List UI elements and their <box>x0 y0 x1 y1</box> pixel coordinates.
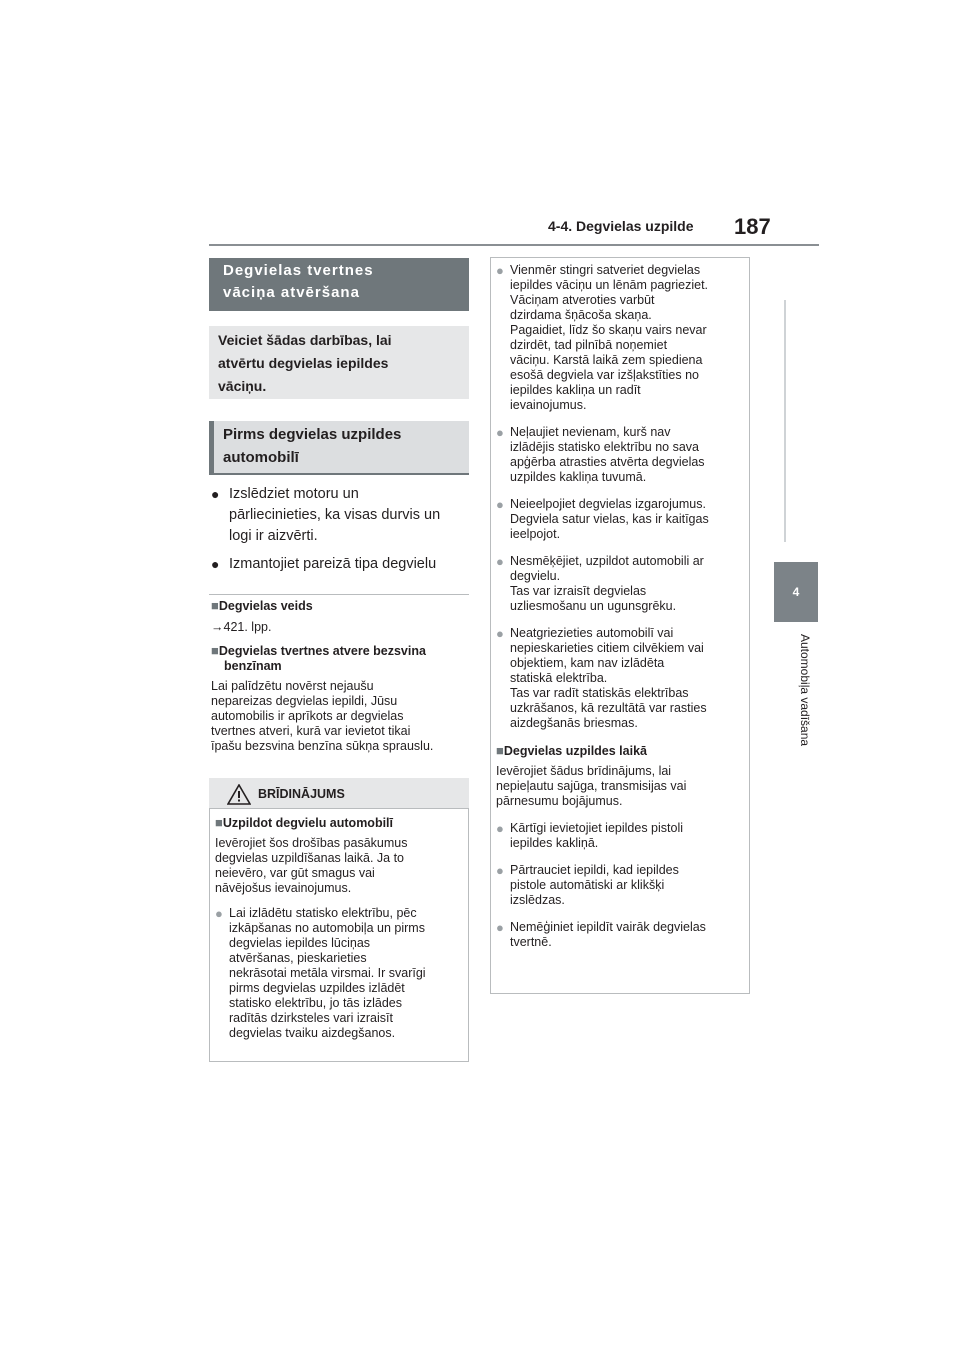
square-bullet-icon: ■ <box>211 643 219 658</box>
main-heading: Degvielas tvertnes vāciņa atvēršana <box>209 258 469 311</box>
page-reference: →421. lpp. <box>211 620 272 634</box>
side-rule <box>784 300 786 542</box>
square-bullet-icon: ■ <box>215 815 223 830</box>
warning-title: BRĪDINĀJUMS <box>258 787 345 801</box>
list-item: ● Nemēģiniet iepildīt vairāk degvielas tvertnē. <box>496 920 706 949</box>
during-refuel-text: Ievērojiet šādus brīdinājums, lai nepieļautu sajūga, transmisijas vai pārnesumu bojājumus. <box>496 764 687 808</box>
warning-continued-content <box>496 263 748 950</box>
bullet-icon: ● <box>496 554 504 569</box>
bullet-icon: ● <box>496 425 504 440</box>
list-item: ● Lai izlādētu statisko elektrību, pēc izkāpšanas no automobiļa un pirms degvielas iepildes lūciņas atvēršanas, pieskarieties nekrāsotai metāla virsmai. Ir svarīgi pirms degvielas uzpildes izlādēt statisko elektrību, jo tās izlādes radītās dzirksteles vari izraisīt degvielas tvaiku aizdegšanos. <box>215 906 426 1040</box>
page-number: 187 <box>734 214 771 239</box>
square-bullet-icon: ■ <box>496 743 504 758</box>
square-bullet-icon: ■ <box>211 598 219 613</box>
during-refuel-title: ■Degvielas uzpildes laikā <box>496 743 647 758</box>
warning-triangle-icon <box>227 784 251 805</box>
list-item: ● Kārtīgi ievietojiet iepildes pistoli iepildes kakliņā. <box>496 821 684 850</box>
sub-heading: Pirms degvielas uzpildes automobilī <box>209 421 469 475</box>
fuel-type-section: ■Degvielas veids →421. lpp. <box>211 598 473 635</box>
list-item: ● Pārtrauciet iepildi, kad iepildes pistole automātiski ar klikšķi izslēdzas. <box>496 863 679 907</box>
unleaded-section: ■Degvielas tvertnes atvere bezsvina benzīnam Lai palīdzētu novērst nejaušu nepareizas degvielas iepildi, Jūsu automobilis ir aprīkots ar degvielas tvertnes atveri, kurā var ievietot tikai īpašu bezsvina benzīna sūkņa sprauslu. <box>211 643 434 753</box>
bullet-icon: ● <box>496 920 504 935</box>
chapter-label: Automobiļa vadīšana <box>798 634 812 747</box>
list-item: ● Nesmēķējiet, uzpildot automobili ar degvielu. Tas var izraisīt degvielas uzliesmošanu un ugunsgrēku. <box>496 554 704 613</box>
chapter-tab: 4 <box>774 562 818 622</box>
list-item: ● Vienmēr stingri satveriet degvielas iepildes vāciņu un lēnām pagrieziet. Vāciņam atveroties varbūt dzirdama šņācoša skaņa. Pagaidiet, līdz šo skaņu vairs nevar dzirdēt, tad pilnībā noņemiet vāciņu. Karstā laikā zem spiediena esošā degviela var izšļakstīties no iepildes kakliņa un radīt ievainojumus. <box>496 263 709 412</box>
warning-content: ■Uzpildot degvielu automobilī Ievērojiet šos drošības pasākumus degvielas uzpildīšanas laikā. Ja to neievēro, var gūt smagus vai nāvējošus ievainojumus. ● Lai izlādētu statisko elektrību, pēc izkāpšanas no automobiļa un pirms degvielas iepildes lūciņas atvēršanas, pieskarieties nekrāsotai metāla virsmai. Ir svarīgi pirms degvielas uzpildes izlādēt statisko elektrību, jo tās izlādes radītās dzirksteles vari izraisīt degvielas tvaiku aizdegšanos. <box>215 815 467 1041</box>
list-item: ● Neļaujiet nevienam, kurš nav izlādējis statisko elektrību no sava apģērba atrasties atvērta degvielas uzpildes kakliņa tuvumā. <box>496 425 705 484</box>
header-rule <box>209 244 819 246</box>
bullet-icon: ● <box>496 626 504 641</box>
bullet-icon: ● <box>211 556 220 572</box>
intro-box: Veiciet šādas darbības, lai atvērtu degvielas iepildes vāciņu. <box>209 326 469 399</box>
bullet-icon: ● <box>496 821 504 836</box>
list-item: ● Izmantojiet pareizā tipa degvielu <box>211 554 473 575</box>
list-item: ● Neatgriezieties automobilī vai nepieskarieties citiem cilvēkiem vai objektiem, kam nav izlādēta statiskā elektrība. Tas var radīt statiskās elektrības uzkrāšanos, kā rezultātā var rasties aizdegšanās briesmas. <box>496 626 707 730</box>
list-item: ● Neieelpojiet degvielas izgarojumus. Degviela satur vielas, kas ir kaitīgas ieelpojot. <box>496 497 709 541</box>
list-item: ● Izslēdziet motoru un pārliecinieties, ka visas durvis un logi ir aizvērti. <box>211 486 441 544</box>
divider <box>209 594 469 595</box>
bullet-icon: ● <box>211 486 220 502</box>
bullet-icon: ● <box>496 497 504 512</box>
bullet-icon: ● <box>215 906 223 921</box>
bullet-icon: ● <box>496 863 504 878</box>
section-title: 4-4. Degvielas uzpilde <box>548 218 694 234</box>
bullet-icon: ● <box>496 263 504 278</box>
